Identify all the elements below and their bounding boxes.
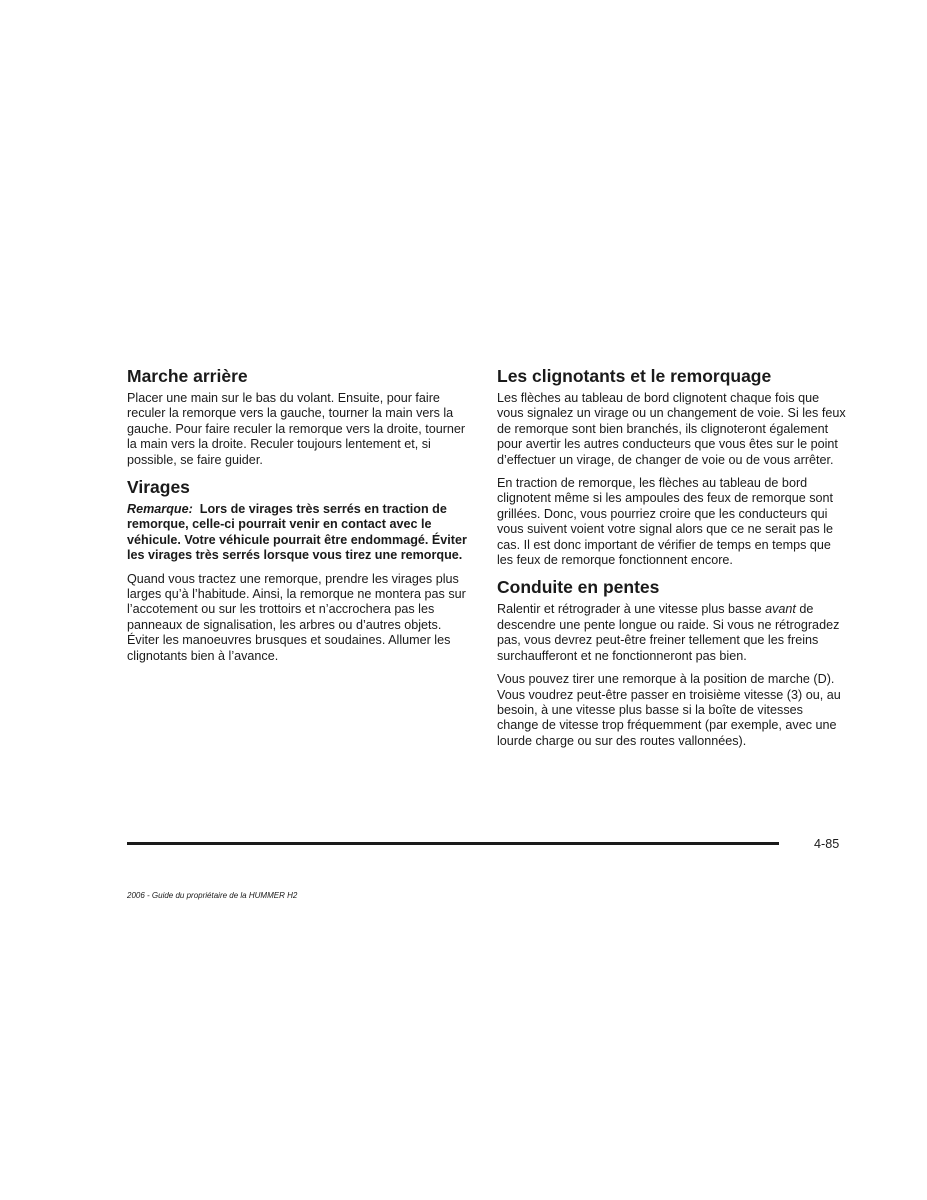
- section-clignotants: [497, 365, 847, 568]
- emphasis-text: avant: [765, 602, 796, 617]
- paragraph: Placer une main sur le bas du volant. Ensuite, pour faire reculer la remorque vers la gauche, tourner la main vers la gauche. Pour faire reculer la remorque vers la droite, tourner la main vers la droite. Reculer toujours lentement et, si possible, se faire guider.: [127, 391, 466, 467]
- text-run: de descendre une pente longue ou raide. Si vous ne rétrogradez pas, vous devrez peut-être freiner tellement que les freins surchaufferont et ne fonctionneront pas bien.: [497, 602, 840, 663]
- footer-text: 2006 - Guide du propriétaire de la HUMMER H2: [127, 891, 298, 900]
- heading-virages: Virages: [127, 477, 190, 498]
- notice-label: Remarque:: [127, 502, 193, 517]
- paragraph: En traction de remorque, les flèches au tableau de bord clignotent même si les ampoules des feux de remorque sont grillées. Donc, vous pourriez croire que les conducteurs qui vous suivent voient votre signal alors que ce ne serait pas le cas. Il est donc important de vérifier de temps en temps que les feux de remorque fonctionnent encore.: [497, 476, 834, 568]
- section-virages: [127, 476, 477, 664]
- paragraph: Les flèches au tableau de bord clignotent chaque fois que vous signalez un virage ou un changement de voie. Si les feux de remorque sont bien branchés, ils clignoteront également pour avertir les autres conducteurs que vous êtes sur le point d’effectuer un virage, de changer de voie ou de vous arrêter.: [497, 391, 846, 467]
- section-conduite-pentes: [497, 576, 847, 749]
- heading-conduite-pentes: Conduite en pentes: [497, 577, 660, 598]
- page-number: 4-85: [814, 837, 840, 851]
- paragraph: Quand vous tractez une remorque, prendre les virages plus larges qu’à l’habitude. Ainsi, la remorque ne montera pas sur l’accotement ou sur les trottoirs et n’accrochera pas les panneaux de signalisation, les arbres ou d’autres objets. Éviter les manoeuvres brusques et soudaines. Allumer les clignotants bien à l’avance.: [127, 571, 466, 663]
- notice-text: Lors de virages très serrés en traction de remorque, celle-ci pourrait venir en contact avec le véhicule. Votre véhicule pourrait être endommagé. Éviter les virages très serrés lorsque vous tirez une remorque.: [127, 502, 467, 563]
- left-column: [127, 365, 477, 672]
- section-marche-arriere: [127, 365, 477, 468]
- right-column: [497, 365, 847, 757]
- notice-paragraph: [127, 502, 477, 564]
- horizontal-rule: [127, 842, 779, 845]
- paragraph: [497, 602, 847, 664]
- heading-marche-arriere: Marche arrière: [127, 366, 248, 386]
- heading-clignotants: Les clignotants et le remorquage: [497, 366, 772, 386]
- paragraph: Vous pouvez tirer une remorque à la position de marche (D). Vous voudrez peut-être passer en troisième vitesse (3) ou, au besoin, à une vitesse plus basse si la boîte de vitesses change de vitesse trop fréquemment (par exemple, avec une lourde charge ou sur des routes vallonnées).: [497, 672, 841, 748]
- text-run: Ralentir et rétrograder à une vitesse plus basse: [497, 602, 766, 617]
